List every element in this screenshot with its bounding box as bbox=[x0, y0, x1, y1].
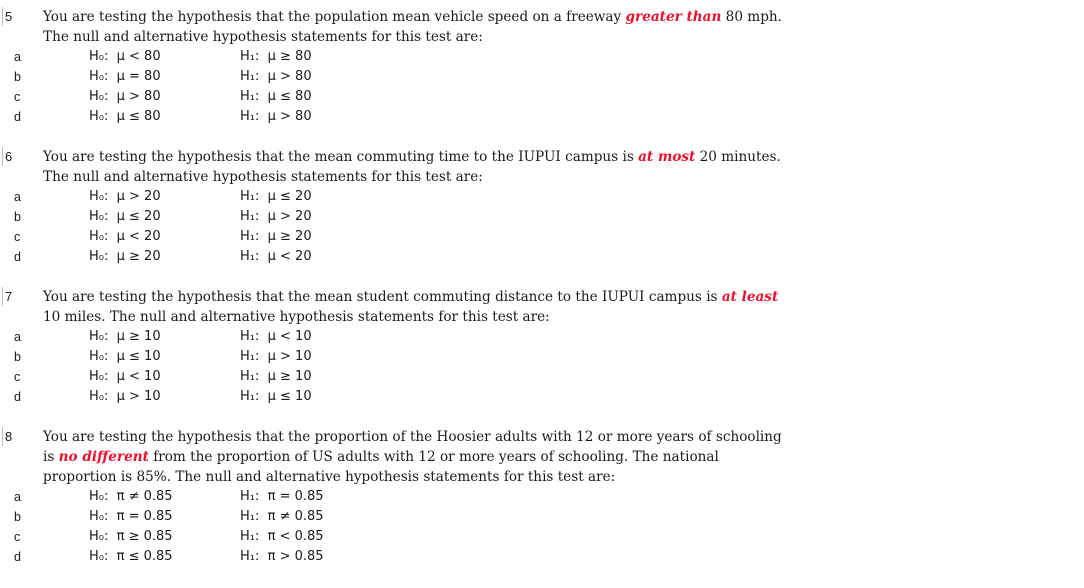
null-hypothesis: H₀: π = 0.85 bbox=[89, 509, 173, 524]
question-text-after: from the proportion of US adults with 12 or more years of schooling. The national bbox=[148, 449, 719, 465]
question-line2: 10 miles. The null and alternative hypothesis statements for this test are: bbox=[43, 309, 550, 325]
option-letter: c bbox=[14, 370, 21, 384]
alternative-hypothesis: H₁: μ ≥ 10 bbox=[240, 369, 312, 384]
option-c[interactable] bbox=[0, 87, 1084, 107]
option-d[interactable] bbox=[0, 107, 1084, 127]
null-hypothesis: H₀: μ ≥ 20 bbox=[89, 249, 161, 264]
option-letter: c bbox=[14, 90, 21, 104]
null-hypothesis: H₀: μ > 20 bbox=[89, 189, 161, 204]
question-text-before: You are testing the hypothesis that the mean commuting time to the IUPUI campus is bbox=[43, 149, 639, 165]
option-d[interactable] bbox=[0, 387, 1084, 407]
alternative-hypothesis: H₁: π < 0.85 bbox=[240, 529, 324, 544]
option-d[interactable] bbox=[0, 247, 1084, 267]
alternative-hypothesis: H₁: π = 0.85 bbox=[240, 489, 324, 504]
question-text bbox=[43, 427, 803, 487]
question-number: 8 bbox=[2, 427, 19, 446]
option-b[interactable] bbox=[0, 207, 1084, 227]
null-hypothesis: H₀: π ≤ 0.85 bbox=[89, 549, 173, 564]
option-b[interactable] bbox=[0, 347, 1084, 367]
alternative-hypothesis: H₁: μ ≤ 20 bbox=[240, 189, 312, 204]
null-hypothesis: H₀: μ < 20 bbox=[89, 229, 161, 244]
option-c[interactable] bbox=[0, 227, 1084, 247]
question-text bbox=[43, 7, 803, 47]
option-d[interactable] bbox=[0, 547, 1084, 567]
question-emphasis: at least bbox=[721, 289, 779, 305]
option-letter: a bbox=[14, 490, 21, 504]
question-line2: The null and alternative hypothesis statements for this test are: bbox=[43, 169, 483, 185]
alternative-hypothesis: H₁: μ > 80 bbox=[240, 109, 312, 124]
question-text-after: 20 minutes. bbox=[695, 149, 781, 165]
null-hypothesis: H₀: μ ≤ 20 bbox=[89, 209, 161, 224]
option-c[interactable] bbox=[0, 527, 1084, 547]
question-emphasis: greater than bbox=[625, 9, 722, 25]
question-number: 5 bbox=[2, 7, 19, 26]
null-hypothesis: H₀: μ ≥ 10 bbox=[89, 329, 161, 344]
option-letter: c bbox=[14, 230, 21, 244]
alternative-hypothesis: H₁: μ > 10 bbox=[240, 349, 312, 364]
question-emphasis: no different bbox=[58, 449, 149, 465]
alternative-hypothesis: H₁: μ ≥ 80 bbox=[240, 49, 312, 64]
option-letter: b bbox=[14, 510, 21, 524]
question-line2: The null and alternative hypothesis statements for this test are: bbox=[43, 29, 483, 45]
question-text-before: You are testing the hypothesis that the mean student commuting distance to the IUPUI campus is bbox=[43, 289, 722, 305]
option-b[interactable] bbox=[0, 507, 1084, 527]
option-letter: a bbox=[14, 50, 21, 64]
option-letter: d bbox=[14, 550, 21, 564]
null-hypothesis: H₀: μ > 10 bbox=[89, 389, 161, 404]
option-c[interactable] bbox=[0, 367, 1084, 387]
question-text bbox=[43, 147, 803, 187]
alternative-hypothesis: H₁: π ≠ 0.85 bbox=[240, 509, 324, 524]
question-number: 7 bbox=[2, 287, 19, 306]
alternative-hypothesis: H₁: μ ≥ 20 bbox=[240, 229, 312, 244]
option-letter: b bbox=[14, 350, 21, 364]
null-hypothesis: H₀: μ > 80 bbox=[89, 89, 161, 104]
option-letter: b bbox=[14, 210, 21, 224]
question-emphasis: at most bbox=[638, 149, 696, 165]
alternative-hypothesis: H₁: π > 0.85 bbox=[240, 549, 324, 564]
null-hypothesis: H₀: μ ≤ 80 bbox=[89, 109, 161, 124]
null-hypothesis: H₀: μ = 80 bbox=[89, 69, 161, 84]
alternative-hypothesis: H₁: μ > 80 bbox=[240, 69, 312, 84]
option-a[interactable] bbox=[0, 487, 1084, 507]
question-text-before: is bbox=[43, 449, 59, 465]
option-a[interactable] bbox=[0, 47, 1084, 67]
null-hypothesis: H₀: π ≠ 0.85 bbox=[89, 489, 173, 504]
null-hypothesis: H₀: π ≥ 0.85 bbox=[89, 529, 173, 544]
question-text bbox=[43, 287, 803, 327]
question-line1: You are testing the hypothesis that the proportion of the Hoosier adults with 12 or more years of schooling bbox=[43, 429, 782, 445]
option-letter: d bbox=[14, 390, 21, 404]
alternative-hypothesis: H₁: μ < 10 bbox=[240, 329, 312, 344]
alternative-hypothesis: H₁: μ ≤ 10 bbox=[240, 389, 312, 404]
question-text-before: You are testing the hypothesis that the population mean vehicle speed on a freeway bbox=[43, 9, 626, 25]
question-number: 6 bbox=[2, 147, 19, 166]
option-letter: a bbox=[14, 330, 21, 344]
option-b[interactable] bbox=[0, 67, 1084, 87]
option-letter: a bbox=[14, 190, 21, 204]
option-a[interactable] bbox=[0, 187, 1084, 207]
option-a[interactable] bbox=[0, 327, 1084, 347]
question-text-after: 80 mph. bbox=[721, 9, 782, 25]
null-hypothesis: H₀: μ ≤ 10 bbox=[89, 349, 161, 364]
null-hypothesis: H₀: μ < 10 bbox=[89, 369, 161, 384]
question-line3: proportion is 85%. The null and alternative hypothesis statements for this test are: bbox=[43, 469, 616, 485]
alternative-hypothesis: H₁: μ < 20 bbox=[240, 249, 312, 264]
alternative-hypothesis: H₁: μ > 20 bbox=[240, 209, 312, 224]
alternative-hypothesis: H₁: μ ≤ 80 bbox=[240, 89, 312, 104]
null-hypothesis: H₀: μ < 80 bbox=[89, 49, 161, 64]
option-letter: c bbox=[14, 530, 21, 544]
option-letter: d bbox=[14, 250, 21, 264]
option-letter: d bbox=[14, 110, 21, 124]
option-letter: b bbox=[14, 70, 21, 84]
